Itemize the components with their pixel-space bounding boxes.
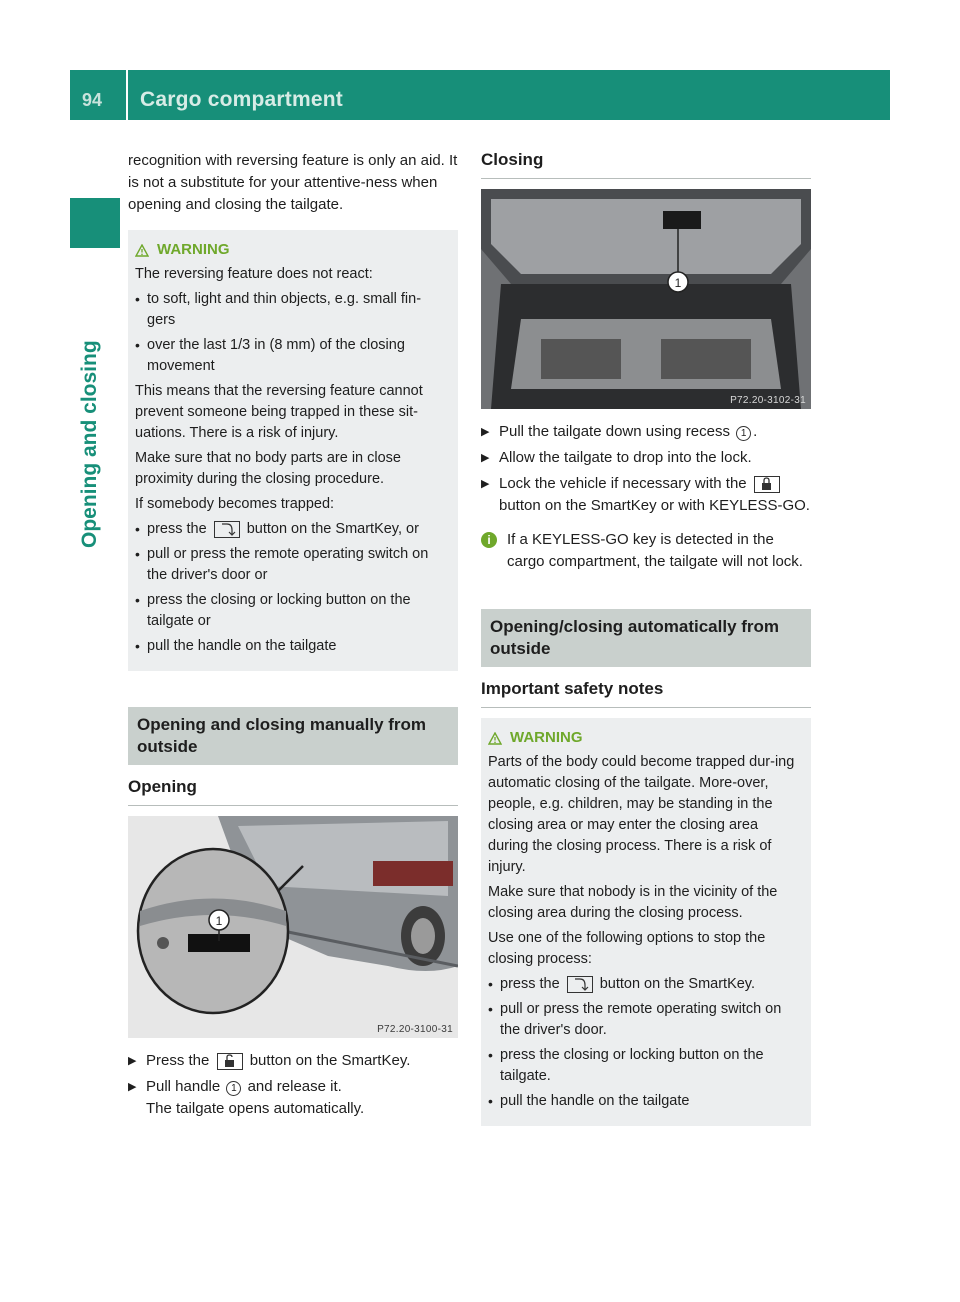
- step-text: .: [753, 423, 758, 440]
- list-item: • pull or press the remote operating switch on the driver's door.: [488, 999, 802, 1041]
- unlock-button-icon: [217, 1053, 243, 1070]
- sub-heading-opening: Opening: [128, 777, 458, 806]
- step-text: Lock the vehicle if necessary with the: [499, 475, 747, 492]
- warning-title-text: WARNING: [510, 729, 583, 746]
- page-number: 94: [82, 90, 103, 110]
- warning-title: [488, 728, 802, 748]
- list-text: button on the SmartKey.: [599, 976, 756, 992]
- opening-steps: [128, 1050, 458, 1120]
- header-divider: [126, 70, 128, 120]
- tailgate-button-icon: [214, 521, 240, 538]
- list-item: [135, 519, 449, 540]
- lock-button-icon: [754, 476, 780, 493]
- warning-paragraph: Parts of the body could become trapped dur-ing automatic closing of the tailgate. More-over, people, e.g. children, may be standing in the closing area or may enter the closing area during the closing process. There is a risk of injury.: [488, 754, 795, 875]
- closing-figure: [481, 189, 811, 409]
- step-text: button on the SmartKey or with KEYLESS-GO.: [499, 497, 810, 514]
- step-text: and release it.: [247, 1078, 342, 1095]
- warning-paragraph: This means that the reversing feature cannot prevent someone being trapped in these sit-uations. There is a risk of injury.: [135, 383, 423, 441]
- chapter-tab: [70, 198, 120, 248]
- info-text: If a KEYLESS-GO key is detected in the cargo compartment, the tailgate will not lock.: [507, 531, 803, 570]
- list-item: • press the closing or locking button on the tailgate or: [135, 590, 449, 632]
- warning-bullets-2: [135, 519, 449, 657]
- info-note: [481, 529, 811, 573]
- intro-text: recognition with reversing feature is only an aid. It is not a substitute for your attentive-ness when opening and closing the tailgate.: [128, 152, 458, 213]
- list-item: • over the last 1/3 in (8 mm) of the closing movement: [135, 335, 449, 377]
- figure-code: P72.20-3100-31: [377, 1024, 453, 1035]
- list-text: press the: [147, 521, 207, 537]
- list-item: [128, 1050, 458, 1072]
- list-item: [481, 473, 811, 517]
- sub-heading-safety: Important safety notes: [481, 679, 811, 708]
- section-heading: [481, 609, 811, 667]
- figure-code: P72.20-3102-31: [730, 395, 806, 406]
- list-item: ▶ Allow the tailgate to drop into the lock.: [481, 447, 811, 469]
- list-text: press the: [500, 976, 560, 992]
- chapter-label: Opening and closing: [78, 340, 101, 548]
- warning-title-text: WARNING: [157, 241, 230, 258]
- step-text: Pull handle: [146, 1078, 221, 1095]
- warning-paragraph: If somebody becomes trapped:: [135, 496, 335, 512]
- right-column: [481, 150, 811, 1126]
- callout-number: 1: [736, 426, 751, 441]
- warning-triangle-icon: [135, 244, 149, 257]
- warning-bullets-1: [135, 289, 449, 377]
- warning-bullets: [488, 974, 802, 1112]
- open-tailgate-illustration: [481, 189, 811, 409]
- list-item: • pull the handle on the tailgate: [488, 1091, 802, 1112]
- warning-paragraph: Make sure that nobody is in the vicinity of the closing area during the closing process.: [488, 884, 778, 921]
- opening-figure: [128, 816, 458, 1038]
- warning-triangle-icon: [488, 732, 502, 745]
- list-item: • pull the handle on the tailgate: [135, 636, 449, 657]
- warning-title: [135, 240, 449, 260]
- step-text: Pull the tailgate down using recess: [499, 423, 730, 440]
- section-title: Opening/closing automatically from outside: [490, 617, 780, 658]
- list-item: [128, 1076, 458, 1120]
- list-text: button on the SmartKey, or: [246, 521, 419, 537]
- left-column: [128, 150, 458, 1124]
- tailgate-button-icon: [567, 976, 593, 993]
- page-title: Cargo compartment: [140, 88, 343, 111]
- list-item: • pull or press the remote operating switch on the driver's door or: [135, 544, 449, 586]
- warning-paragraph: Use one of the following options to stop the closing process:: [488, 930, 766, 967]
- step-text: button on the SmartKey.: [249, 1052, 411, 1069]
- figure-callout: 1: [674, 276, 682, 290]
- list-item: [488, 974, 802, 995]
- list-item: • to soft, light and thin objects, e.g. small fin-gers: [135, 289, 449, 331]
- list-item: [481, 421, 811, 443]
- warning-lead: The reversing feature does not react:: [135, 266, 373, 282]
- list-item: • press the closing or locking button on the tailgate.: [488, 1045, 802, 1087]
- warning-box: [481, 718, 811, 1126]
- figure-callout: 1: [215, 914, 223, 928]
- section-title: Opening and closing manually from outside: [137, 715, 427, 756]
- step-text: Press the: [146, 1052, 210, 1069]
- closing-steps: [481, 421, 811, 517]
- callout-number: 1: [226, 1081, 241, 1096]
- info-icon: i: [481, 532, 497, 548]
- section-heading: [128, 707, 458, 765]
- warning-paragraph: Make sure that no body parts are in close proximity during the closing procedure.: [135, 450, 401, 487]
- warning-box: [128, 230, 458, 671]
- sub-heading-closing: Closing: [481, 150, 811, 179]
- tailgate-handle-illustration: [128, 816, 458, 1038]
- step-result: The tailgate opens automatically.: [146, 1100, 365, 1117]
